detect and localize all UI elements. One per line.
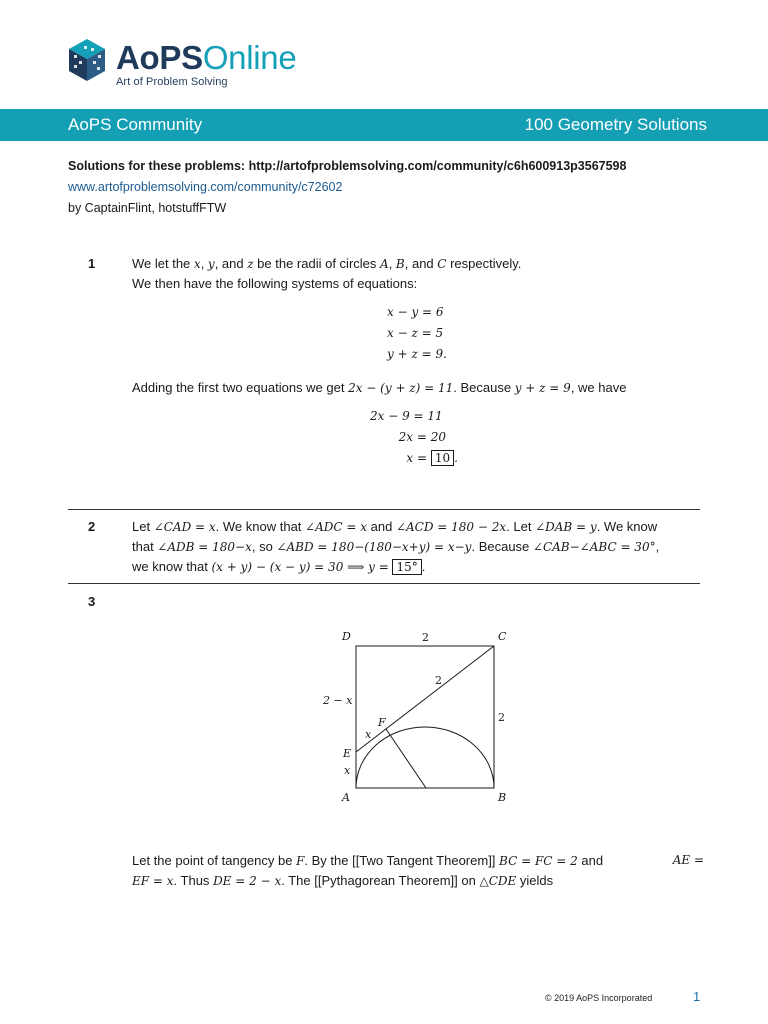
equation-system: x − y = 6 x − z = 5 y + z = 9. <box>387 305 447 361</box>
p1-line-2: We then have the following systems of equations: <box>132 276 418 291</box>
brand-tagline: Art of Problem Solving <box>116 76 228 88</box>
label-x-lower: x <box>344 764 351 777</box>
divider <box>68 509 700 510</box>
problem-number: 1 <box>88 256 96 271</box>
label-e: E <box>343 747 352 760</box>
label-2-minus-x: 2 − x <box>323 694 353 707</box>
geometry-diagram <box>300 620 540 810</box>
footer-copyright: © 2019 AoPS Incorporated <box>545 993 653 1003</box>
answer-box: 15° <box>392 559 421 575</box>
aops-online-logo <box>66 37 296 93</box>
divider <box>68 583 700 584</box>
label-f: F <box>378 716 386 729</box>
p1-line-1: We let the x, y, and z be the radii of circles A, B, and C respectively. <box>132 256 522 271</box>
line-f-to-base <box>386 729 426 788</box>
line-ec <box>356 646 494 752</box>
banner-community[interactable]: AoPS Community <box>68 115 203 134</box>
label-top-2: 2 <box>422 631 429 644</box>
solutions-link-line[interactable]: Solutions for these problems: http://artofproblemsolving.com/community/c6h600913p3567598 <box>68 159 627 173</box>
label-diag-2: 2 <box>435 674 442 687</box>
banner-title: 100 Geometry Solutions <box>524 115 707 134</box>
square-abcd <box>356 646 494 788</box>
answer-box: 10 <box>431 450 454 466</box>
label-d: D <box>342 630 351 643</box>
label-c: C <box>498 630 507 643</box>
cube-logo-icon <box>66 37 108 83</box>
label-right-2: 2 <box>498 711 505 724</box>
community-link[interactable]: www.artofproblemsolving.com/community/c72602 <box>68 180 343 194</box>
label-a: A <box>342 791 350 804</box>
authors-line: by CaptainFlint, hotstuffFTW <box>68 201 227 215</box>
problem-number: 2 <box>88 519 96 534</box>
algebra-steps: 2x − 9 = 11 2x = 20 x = 10 . <box>370 409 458 465</box>
header-banner <box>0 109 768 141</box>
label-b: B <box>498 791 507 804</box>
label-x-upper: x <box>365 728 372 741</box>
brand-name-bold: AoPS <box>116 39 203 76</box>
brand-name-light: Online <box>202 39 297 76</box>
document-meta <box>68 156 708 219</box>
problem-number: 3 <box>88 594 96 609</box>
page-number: 1 <box>693 989 701 1004</box>
